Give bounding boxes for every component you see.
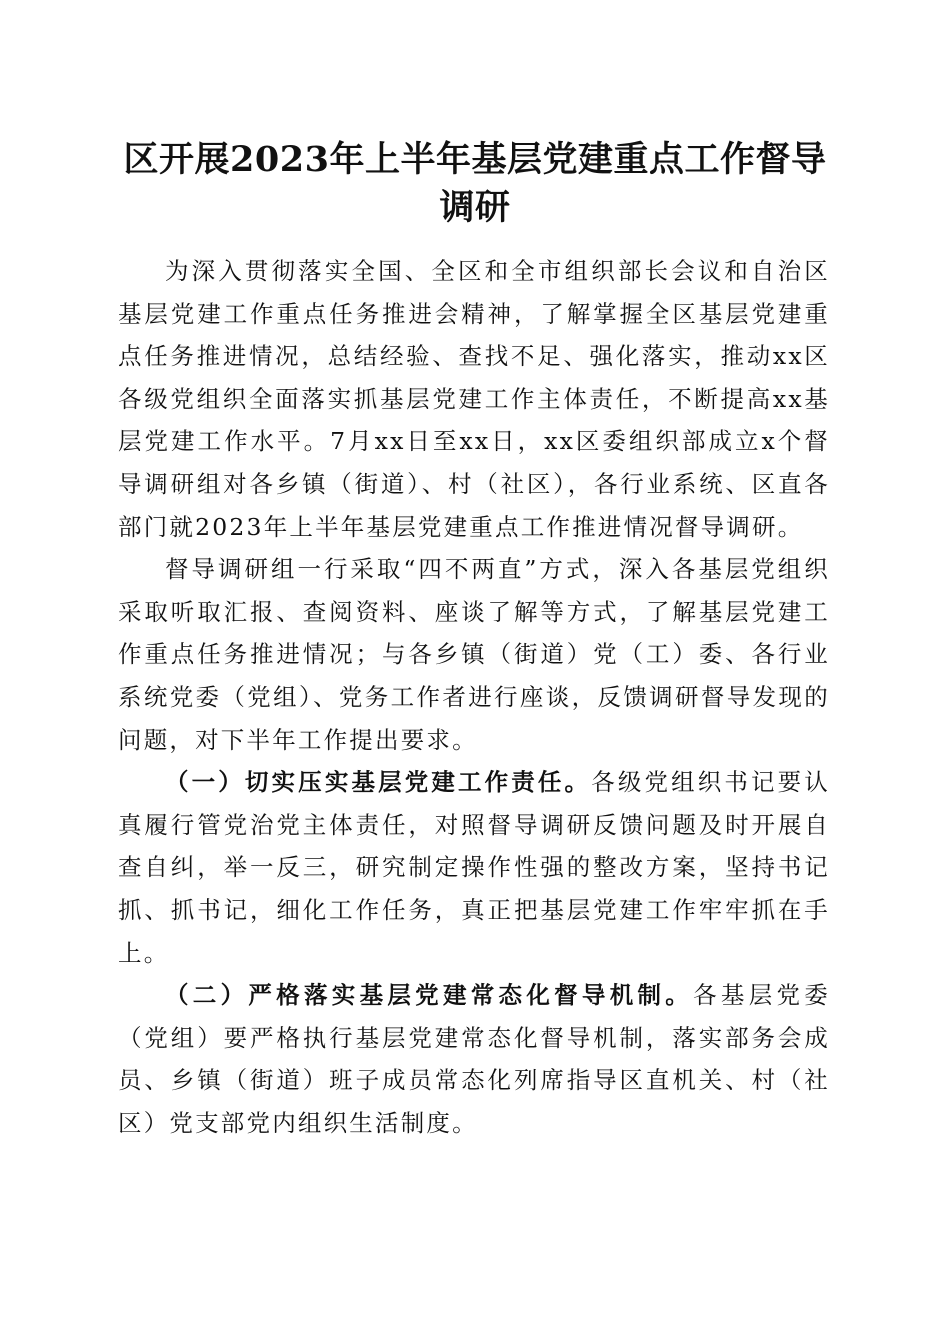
paragraph-requirement-1 — [118, 761, 830, 974]
document-title: 区开展2023年上半年基层党建重点工作督导调研 — [123, 139, 827, 228]
document-body — [118, 250, 830, 1144]
paragraph-text: 督导调研组一行采取“四不两直”方式，深入各基层党组织采取听取汇报、查阅资料、座谈了解等方式，了解基层党建工作重点任务推进情况；与各乡镇（街道）党（工）委、各行业系统党委（党组）、党务工作者进行座谈，反馈调研督导发现的问题，对下半年工作提出要求。 — [118, 555, 830, 754]
paragraph-text: 为深入贯彻落实全国、全区和全市组织部长会议和自治区基层党建工作重点任务推进会精神，了解掌握全区基层党建重点任务推进情况，总结经验、查找不足、强化落实，推动xx区各级党组织全面落实抓基层党建工作主体责任，不断提高xx基层党建工作水平。7月xx日至xx日，xx区委组织部成立x个督导调研组对各乡镇（街道）、村（社区），各行业系统、区直各部门就2023年上半年基层党建重点工作推进情况督导调研。 — [118, 257, 830, 541]
paragraph-requirement-2 — [118, 974, 830, 1144]
paragraph-lead: （二）严格落实基层党建常态化督导机制。 — [165, 981, 694, 1010]
paragraph-text: 各级党组织书记要认真履行管党治党主体责任，对照督导调研反馈问题及时开展自查自纠，举一反三，研究制定操作性强的整改方案，坚持书记抓、抓书记，细化工作任务，真正把基层党建工作牢牢抓在手上。 — [118, 768, 830, 967]
paragraph-intro — [118, 250, 830, 548]
paragraph-lead: （一）切实压实基层党建工作责任。 — [165, 768, 592, 797]
paragraph-method — [118, 548, 830, 761]
paragraph-text: 各基层党委（党组）要严格执行基层党建常态化督导机制，落实部务会成员、乡镇（街道）班子成员常态化列席指导区直机关、村（社区）党支部党内组织生活制度。 — [118, 981, 830, 1137]
